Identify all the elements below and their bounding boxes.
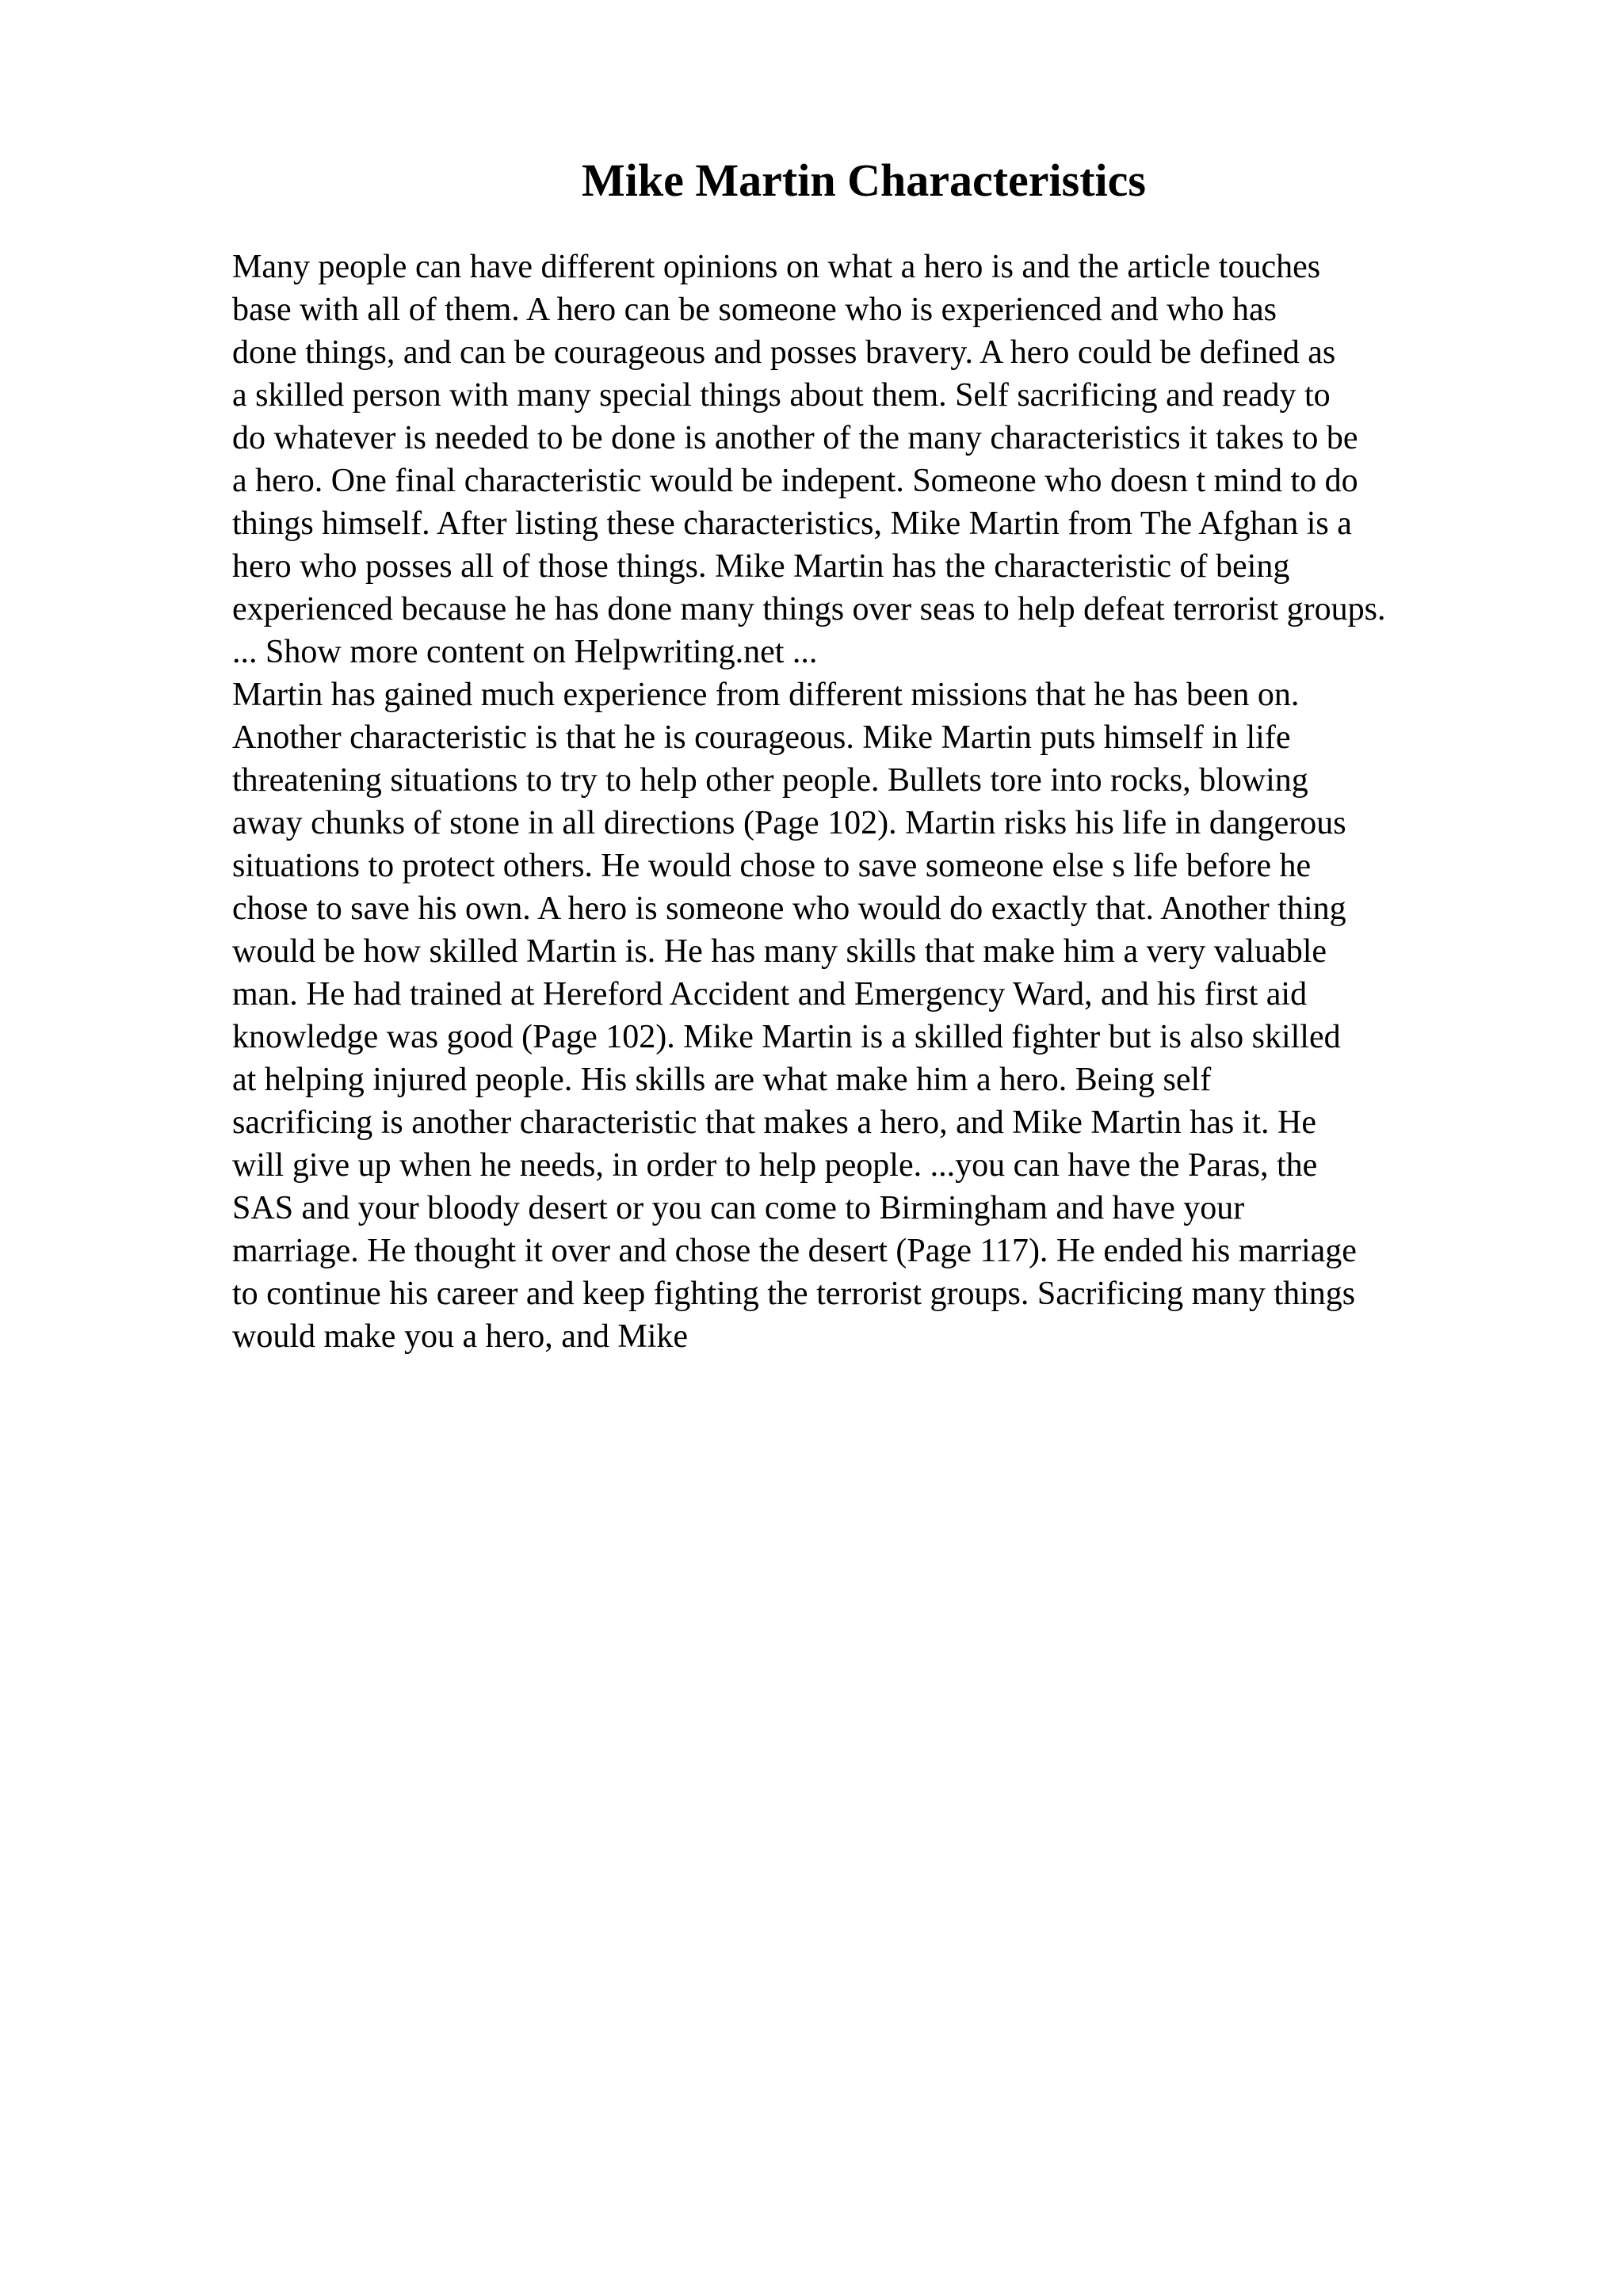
- body-line: man. He had trained at Hereford Accident and Emergency Ward, and his first aid: [232, 976, 1308, 1013]
- body-line: done things, and can be courageous and posses bravery. A hero could be defined as: [232, 334, 1336, 371]
- body-line: base with all of them. A hero can be someone who is experienced and who has: [232, 292, 1277, 328]
- body-line: to continue his career and keep fighting the terrorist groups. Sacrificing many things: [232, 1276, 1356, 1312]
- body-line: would make you a hero, and Mike: [232, 1318, 689, 1355]
- body-line: hero who posses all of those things. Mike Martin has the characteristic of being: [232, 548, 1290, 585]
- body-line: do whatever is needed to be done is another of the many characteristics it takes to be: [232, 420, 1358, 456]
- body-line: Another characteristic is that he is courageous. Mike Martin puts himself in life: [232, 719, 1291, 756]
- body-line: knowledge was good (Page 102). Mike Martin is a skilled fighter but is also skilled: [232, 1019, 1341, 1055]
- body-line: at helping injured people. His skills are what make him a hero. Being self: [232, 1062, 1212, 1098]
- body-line: marriage. He thought it over and chose the desert (Page 117). He ended his marriage: [232, 1233, 1357, 1269]
- body-line: away chunks of stone in all directions (Page 102). Martin risks his life in dangerous: [232, 805, 1346, 841]
- body-line: a hero. One final characteristic would be indepent. Someone who doesn t mind to do: [232, 463, 1358, 499]
- body-line: chose to save his own. A hero is someone who would do exactly that. Another thing: [232, 891, 1346, 927]
- body-line: experienced because he has done many things over seas to help defeat terrorist groups.: [232, 591, 1386, 627]
- body-line: SAS and your bloody desert or you can come to Birmingham and have your: [232, 1190, 1245, 1226]
- document-title: Mike Martin Characteristics: [582, 154, 1146, 206]
- body-line: Many people can have different opinions on what a hero is and the article touches: [232, 249, 1321, 285]
- body-line: a skilled person with many special things about them. Self sacrificing and ready to: [232, 377, 1331, 414]
- body-line: sacrificing is another characteristic that makes a hero, and Mike Martin has it. He: [232, 1104, 1316, 1141]
- body-line: things himself. After listing these characteristics, Mike Martin from The Afghan is a: [232, 505, 1352, 542]
- show-more-line: ... Show more content on Helpwriting.net ...: [232, 634, 818, 670]
- body-line: threatening situations to try to help other people. Bullets tore into rocks, blowing: [232, 762, 1308, 799]
- body-line: will give up when he needs, in order to help people. ...you can have the Paras, the: [232, 1147, 1318, 1184]
- body-line: situations to protect others. He would chose to save someone else s life before he: [232, 848, 1312, 884]
- body-line: would be how skilled Martin is. He has many skills that make him a very valuable: [232, 933, 1327, 970]
- body-line: Martin has gained much experience from different missions that he has been on.: [232, 677, 1300, 713]
- document-body: [232, 246, 1564, 1358]
